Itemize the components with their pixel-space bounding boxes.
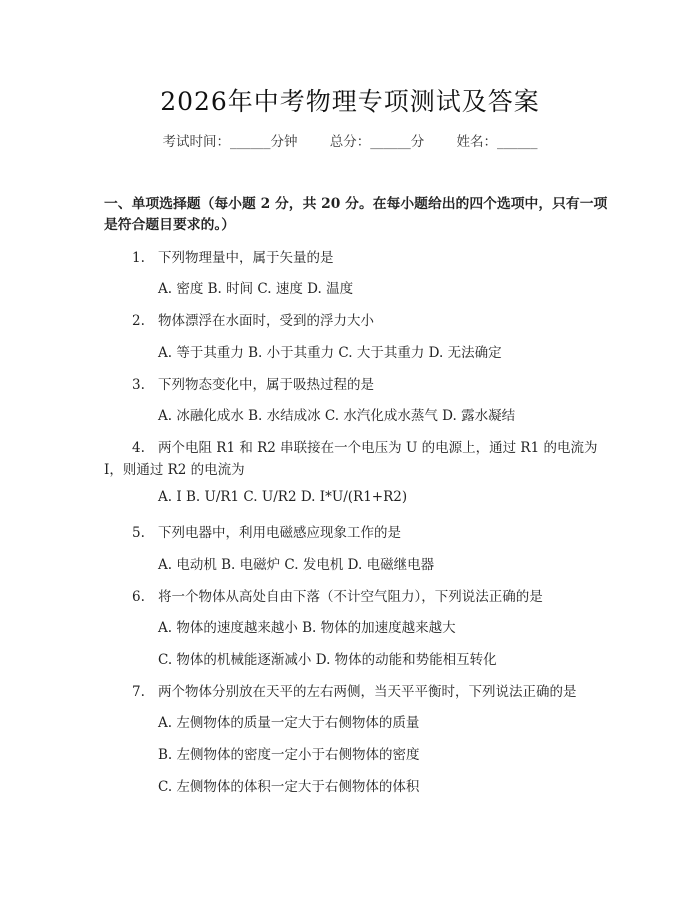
question-stem: 将一个物体从高处自由下落（不计空气阻力），下列说法正确的是 xyxy=(158,589,543,605)
question-stem: 下列物态变化中，属于吸热过程的是 xyxy=(158,377,374,393)
question-2-options: A. 等于其重力 B. 小于其重力 C. 大于其重力 D. 无法确定 xyxy=(158,345,502,361)
question-1-options: A. 密度 B. 时间 C. 速度 D. 温度 xyxy=(158,281,354,297)
question-number: 7. xyxy=(132,684,145,700)
question-stem: 物体漂浮在水面时，受到的浮力大小 xyxy=(158,313,374,329)
question-stem: 两个电阻 R1 和 R2 串联接在一个电压为 U 的电源上，通过 R1 的电流为 xyxy=(158,440,598,456)
question-7 xyxy=(0,680,700,700)
question-stem: 下列电器中，利用电磁感应现象工作的是 xyxy=(158,525,401,541)
question-3-options: A. 冰融化成水 B. 水结成冰 C. 水汽化成水蒸气 D. 露水凝结 xyxy=(158,408,516,424)
question-6-options-cd: C. 物体的机械能逐渐减小 D. 物体的动能和势能相互转化 xyxy=(158,652,497,668)
question-7-option-c: C. 左侧物体的体积一定大于右侧物体的体积 xyxy=(158,779,420,795)
question-number: 5. xyxy=(132,525,145,541)
question-number: 2. xyxy=(132,313,145,329)
question-4 xyxy=(0,436,700,456)
question-stem: 下列物理量中，属于矢量的是 xyxy=(158,250,334,266)
section-heading: 一、单项选择题（每小题 2 分，共 20 分。在每小题给出的四个选项中，只有一项 xyxy=(104,196,608,212)
exam-score: 总分：______分 xyxy=(329,134,425,150)
exam-info xyxy=(0,130,700,150)
question-number: 6. xyxy=(132,589,145,605)
question-stem: 两个物体分别放在天平的左右两侧，当天平平衡时，下列说法正确的是 xyxy=(158,684,577,700)
question-number: 4. xyxy=(132,440,145,456)
question-2 xyxy=(0,309,700,329)
question-7-option-a: A. 左侧物体的质量一定大于右侧物体的质量 xyxy=(158,715,420,731)
question-6-options-ab: A. 物体的速度越来越小 B. 物体的加速度越来越大 xyxy=(158,620,456,636)
question-3 xyxy=(0,373,700,393)
question-4-stem-cont: I，则通过 R2 的电流为 xyxy=(104,462,245,478)
exam-time: 考试时间：______分钟 xyxy=(162,134,298,150)
exam-name: 姓名：______ xyxy=(456,134,538,150)
question-4-options: A. I B. U/R1 C. U/R2 D. I*U/(R1+R2) xyxy=(158,489,408,505)
question-7-option-b: B. 左侧物体的密度一定小于右侧物体的密度 xyxy=(158,747,420,763)
question-number: 3. xyxy=(132,377,145,393)
question-5-options: A. 电动机 B. 电磁炉 C. 发电机 D. 电磁继电器 xyxy=(158,557,435,573)
section-heading-cont: 是符合题目要求的。） xyxy=(104,217,236,233)
page-title: 2026年中考物理专项测试及答案 xyxy=(160,87,540,116)
question-number: 1. xyxy=(132,250,145,266)
question-1 xyxy=(0,246,700,266)
question-6 xyxy=(0,585,700,605)
question-5 xyxy=(0,521,700,541)
